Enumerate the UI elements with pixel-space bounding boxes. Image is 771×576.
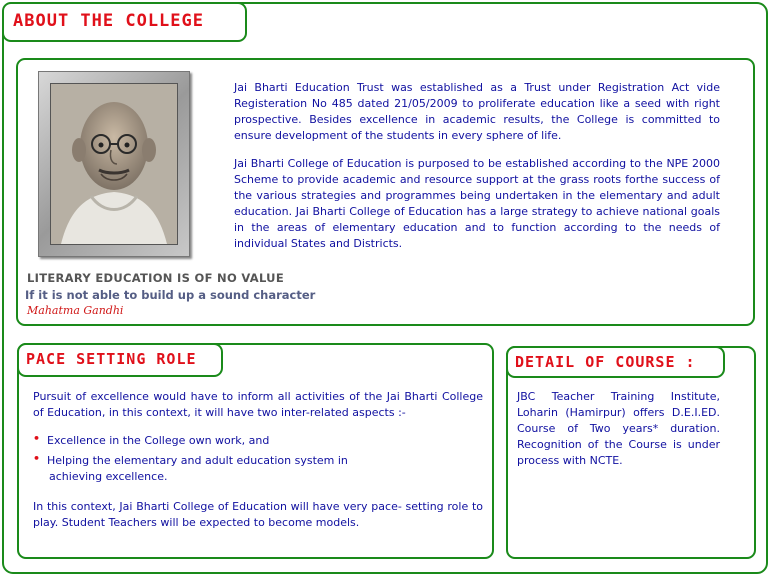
pace-setting-content: [33, 389, 483, 531]
college-intro-text: [234, 80, 720, 264]
bullet-text-continued: achieving excellence.: [49, 470, 168, 483]
intro-paragraph-college: Jai Bharti College of Education is purposed to be established according to the NPE 2000 Scheme to provide academic and resource support at the grass roots forthe success of the various strategies and programmes being undertaken in the elementary and adult education. Jai Bharti College of Education has a large strategy to achieve national goals in the areas of elementary education and to function according to the needs of individual States and Districts.: [234, 157, 720, 250]
bullet-text: Helping the elementary and adult education system in: [47, 454, 348, 467]
quote-signature: Mahatma Gandhi: [27, 304, 124, 317]
quote-line-1: LITERARY EDUCATION IS OF NO VALUE: [27, 271, 284, 285]
mahatma-gandhi-portrait: [50, 83, 178, 245]
quote-line-2: If it is not able to build up a sound character: [25, 288, 316, 302]
course-detail-text: JBC Teacher Training Institute, Loharin (Hamirpur) offers D.E.I.ED. Course of Two years* duration. Recognition of the Course is under process with NCTE.: [517, 390, 720, 467]
pace-bullet-list: [33, 433, 483, 485]
bullet-text: Excellence in the College own work, and: [47, 434, 270, 447]
bullet-icon: •: [33, 452, 41, 465]
about-college-heading: ABOUT THE COLLEGE: [2, 2, 247, 42]
list-item: [33, 433, 483, 449]
portrait-frame: [38, 71, 190, 257]
pace-intro-paragraph: Pursuit of excellence would have to inform all activities of the Jai Bharti College of Education, in this context, it will have two inter-related aspects :-: [33, 390, 483, 419]
intro-paragraph-trust: Jai Bharti Education Trust was established as a Trust under Registration Act vide Registeration No 485 dated 21/05/2009 to proliferate education like a seed with right prospective. Besides excellence in academic results, the College is committed to ensure development of the students in every sphere of life.: [234, 81, 720, 142]
course-detail-heading: DETAIL OF COURSE :: [506, 346, 725, 378]
college-intro-card: [16, 58, 755, 326]
portrait-image-icon: [51, 84, 177, 244]
bullet-icon: •: [33, 432, 41, 445]
list-item: [33, 453, 483, 485]
pace-closing-paragraph: In this context, Jai Bharti College of Education will have very pace- setting role to play. Student Teachers will be expected to become models.: [33, 500, 483, 529]
pace-setting-heading: PACE SETTING ROLE: [17, 343, 223, 377]
